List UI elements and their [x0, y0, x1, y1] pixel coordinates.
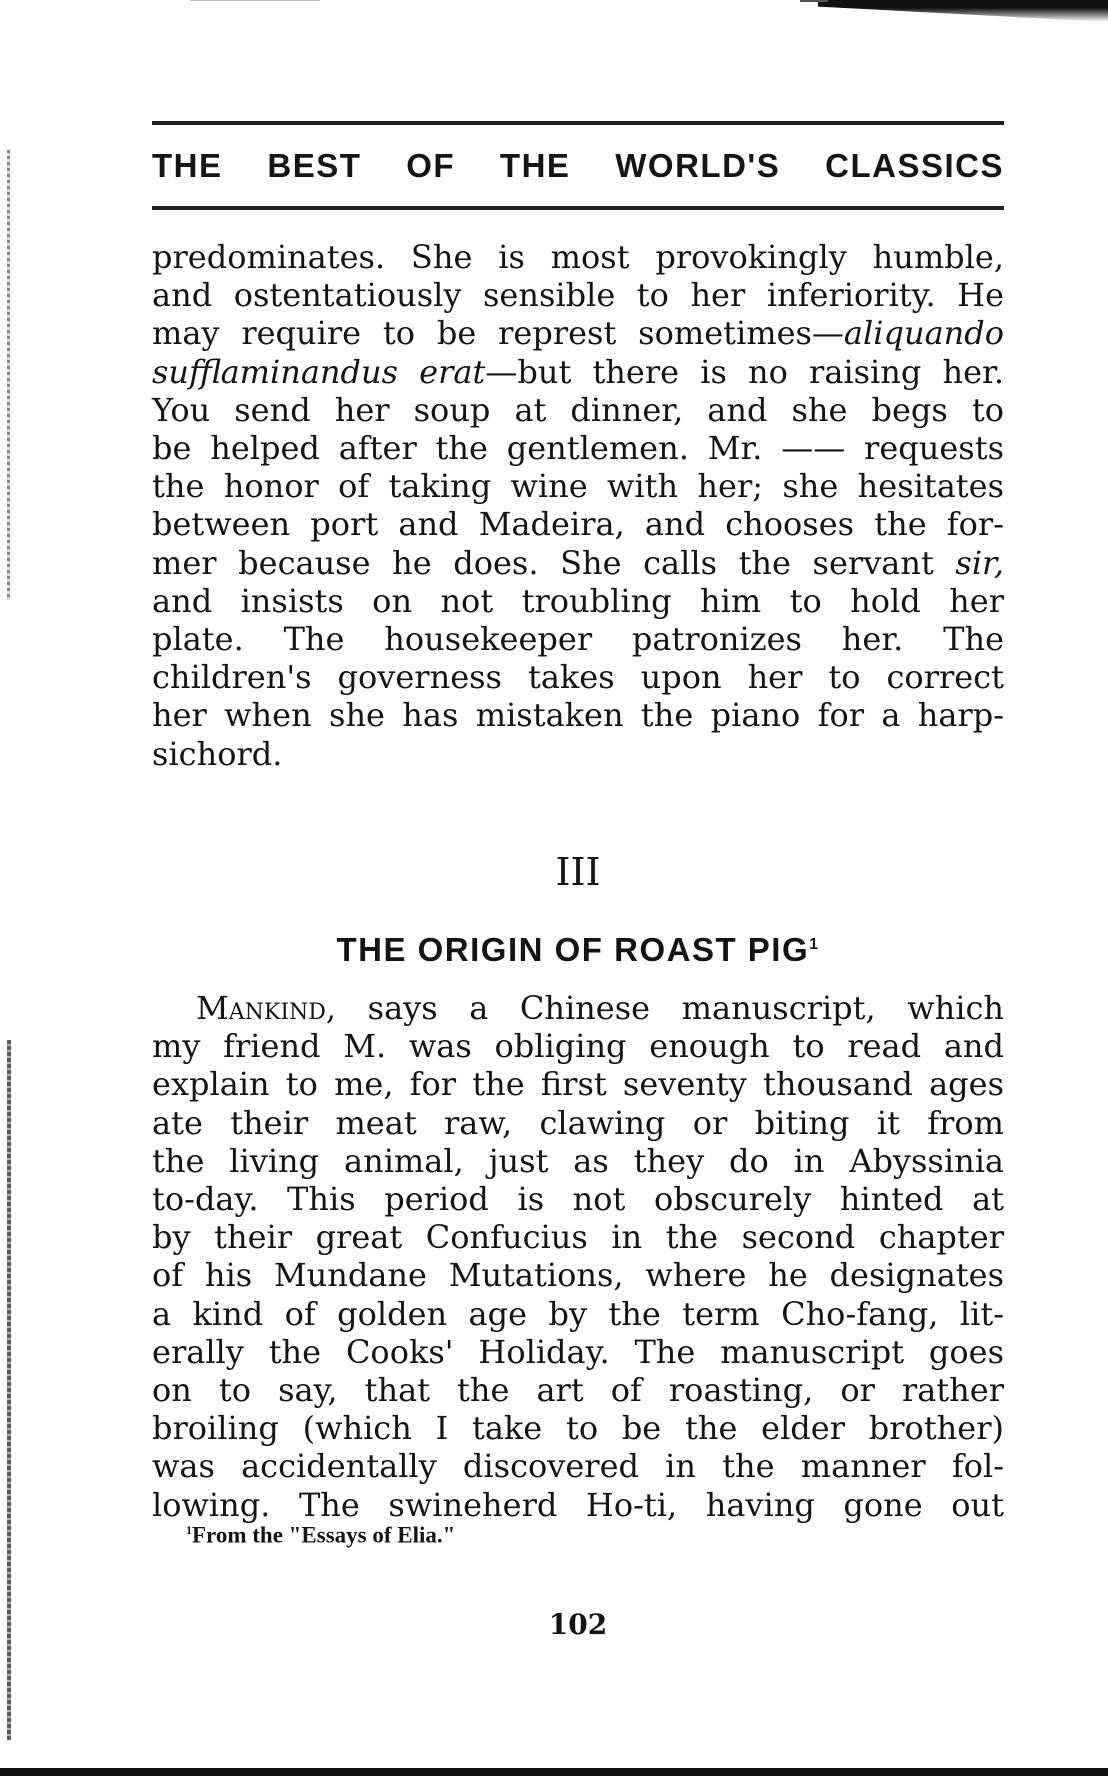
text-line: be helped after the gentlemen. Mr. —— requests [152, 429, 1004, 468]
text-line [152, 989, 1004, 1027]
text-line: between port and Madeira, and chooses the for- [152, 505, 1004, 544]
text-line: and insists on not troubling him to hold her [152, 581, 1004, 620]
section-title [152, 925, 1004, 970]
text-line: lowing. The swineherd Ho-ti, having gone out [152, 1485, 1004, 1524]
text-line: a kind of golden age by the term Cho-fang, lit- [152, 1294, 1004, 1333]
intro-paragraph [152, 238, 1004, 773]
text-line: You send her soup at dinner, and she begs to [152, 390, 1004, 429]
scan-binding-strip [7, 1040, 11, 1740]
page-number: 102 [548, 1608, 608, 1641]
text-line: was accidentally discovered in the manner fol- [152, 1447, 1004, 1486]
text-line: by their great Confucius in the second chapter [152, 1218, 1004, 1257]
header-rule-top [152, 121, 1004, 125]
text-line: ate their meat raw, clawing or biting it from [152, 1103, 1004, 1142]
text-line: and ostentatiously sensible to her inferiority. He [152, 276, 1004, 315]
text-run: mer because he does. She calls the servant [152, 543, 956, 582]
text-run: —but there is no raising her. [485, 352, 1005, 391]
scan-edge-mark [800, 0, 828, 2]
text-line: her when she has mistaken the piano for a harp- [152, 696, 1004, 735]
text-line: erally the Cooks' Holiday. The manuscript goes [152, 1332, 1004, 1371]
text-line [152, 314, 1004, 352]
text-line: the living animal, just as they do in Abyssinia [152, 1141, 1004, 1180]
text-line: predominates. She is most provokingly humble, [152, 238, 1004, 276]
scan-edge-shadow [818, 0, 1108, 22]
text-line: broiling (which I take to be the elder brother) [152, 1409, 1004, 1448]
footnote-marker: 1 [186, 1523, 192, 1537]
section-number: III [555, 850, 601, 894]
footnote-reference[interactable]: 1 [809, 936, 820, 953]
text-run: says a Chinese manuscript, which [336, 989, 1004, 1027]
text-line: on to say, that the art of roasting, or rather [152, 1371, 1004, 1410]
text-line: children's governess takes upon her to correct [152, 658, 1004, 697]
text-line [152, 353, 1004, 391]
running-header: THE BEST OF THE WORLD'S CLASSICS [152, 147, 1004, 184]
text-line: my friend M. was obliging enough to read and [152, 1027, 1004, 1066]
latin-phrase: aliquando [843, 314, 1004, 353]
footnote-text: From the "Essays of Elia." [192, 1522, 456, 1548]
text-line: of his Mundane Mutations, where he designates [152, 1256, 1004, 1295]
latin-phrase: sufflaminandus erat [152, 352, 486, 391]
text-line: the honor of taking wine with her; she hesitates [152, 467, 1004, 506]
scan-bottom-edge [0, 1768, 1108, 1776]
footnote [186, 1516, 455, 1550]
essay-paragraph [152, 989, 1004, 1524]
section-title-text: THE ORIGIN OF ROAST PIG [336, 931, 810, 968]
text-line: plate. The housekeeper patronizes her. The [152, 620, 1004, 659]
text-line [152, 544, 1004, 582]
text-run: may require to be represt sometimes— [152, 314, 844, 353]
text-line: to-day. This period is not obscurely hinted at [152, 1180, 1004, 1219]
opening-word: Mankind, [196, 989, 337, 1027]
text-line: explain to me, for the first seventy thousand ages [152, 1065, 1004, 1104]
scan-edge-mark [190, 0, 320, 1]
text-line: sichord. [152, 734, 283, 773]
header-rule-bottom [152, 206, 1004, 210]
italic-word: sir, [955, 543, 1004, 582]
scan-binding-strip [7, 150, 10, 600]
